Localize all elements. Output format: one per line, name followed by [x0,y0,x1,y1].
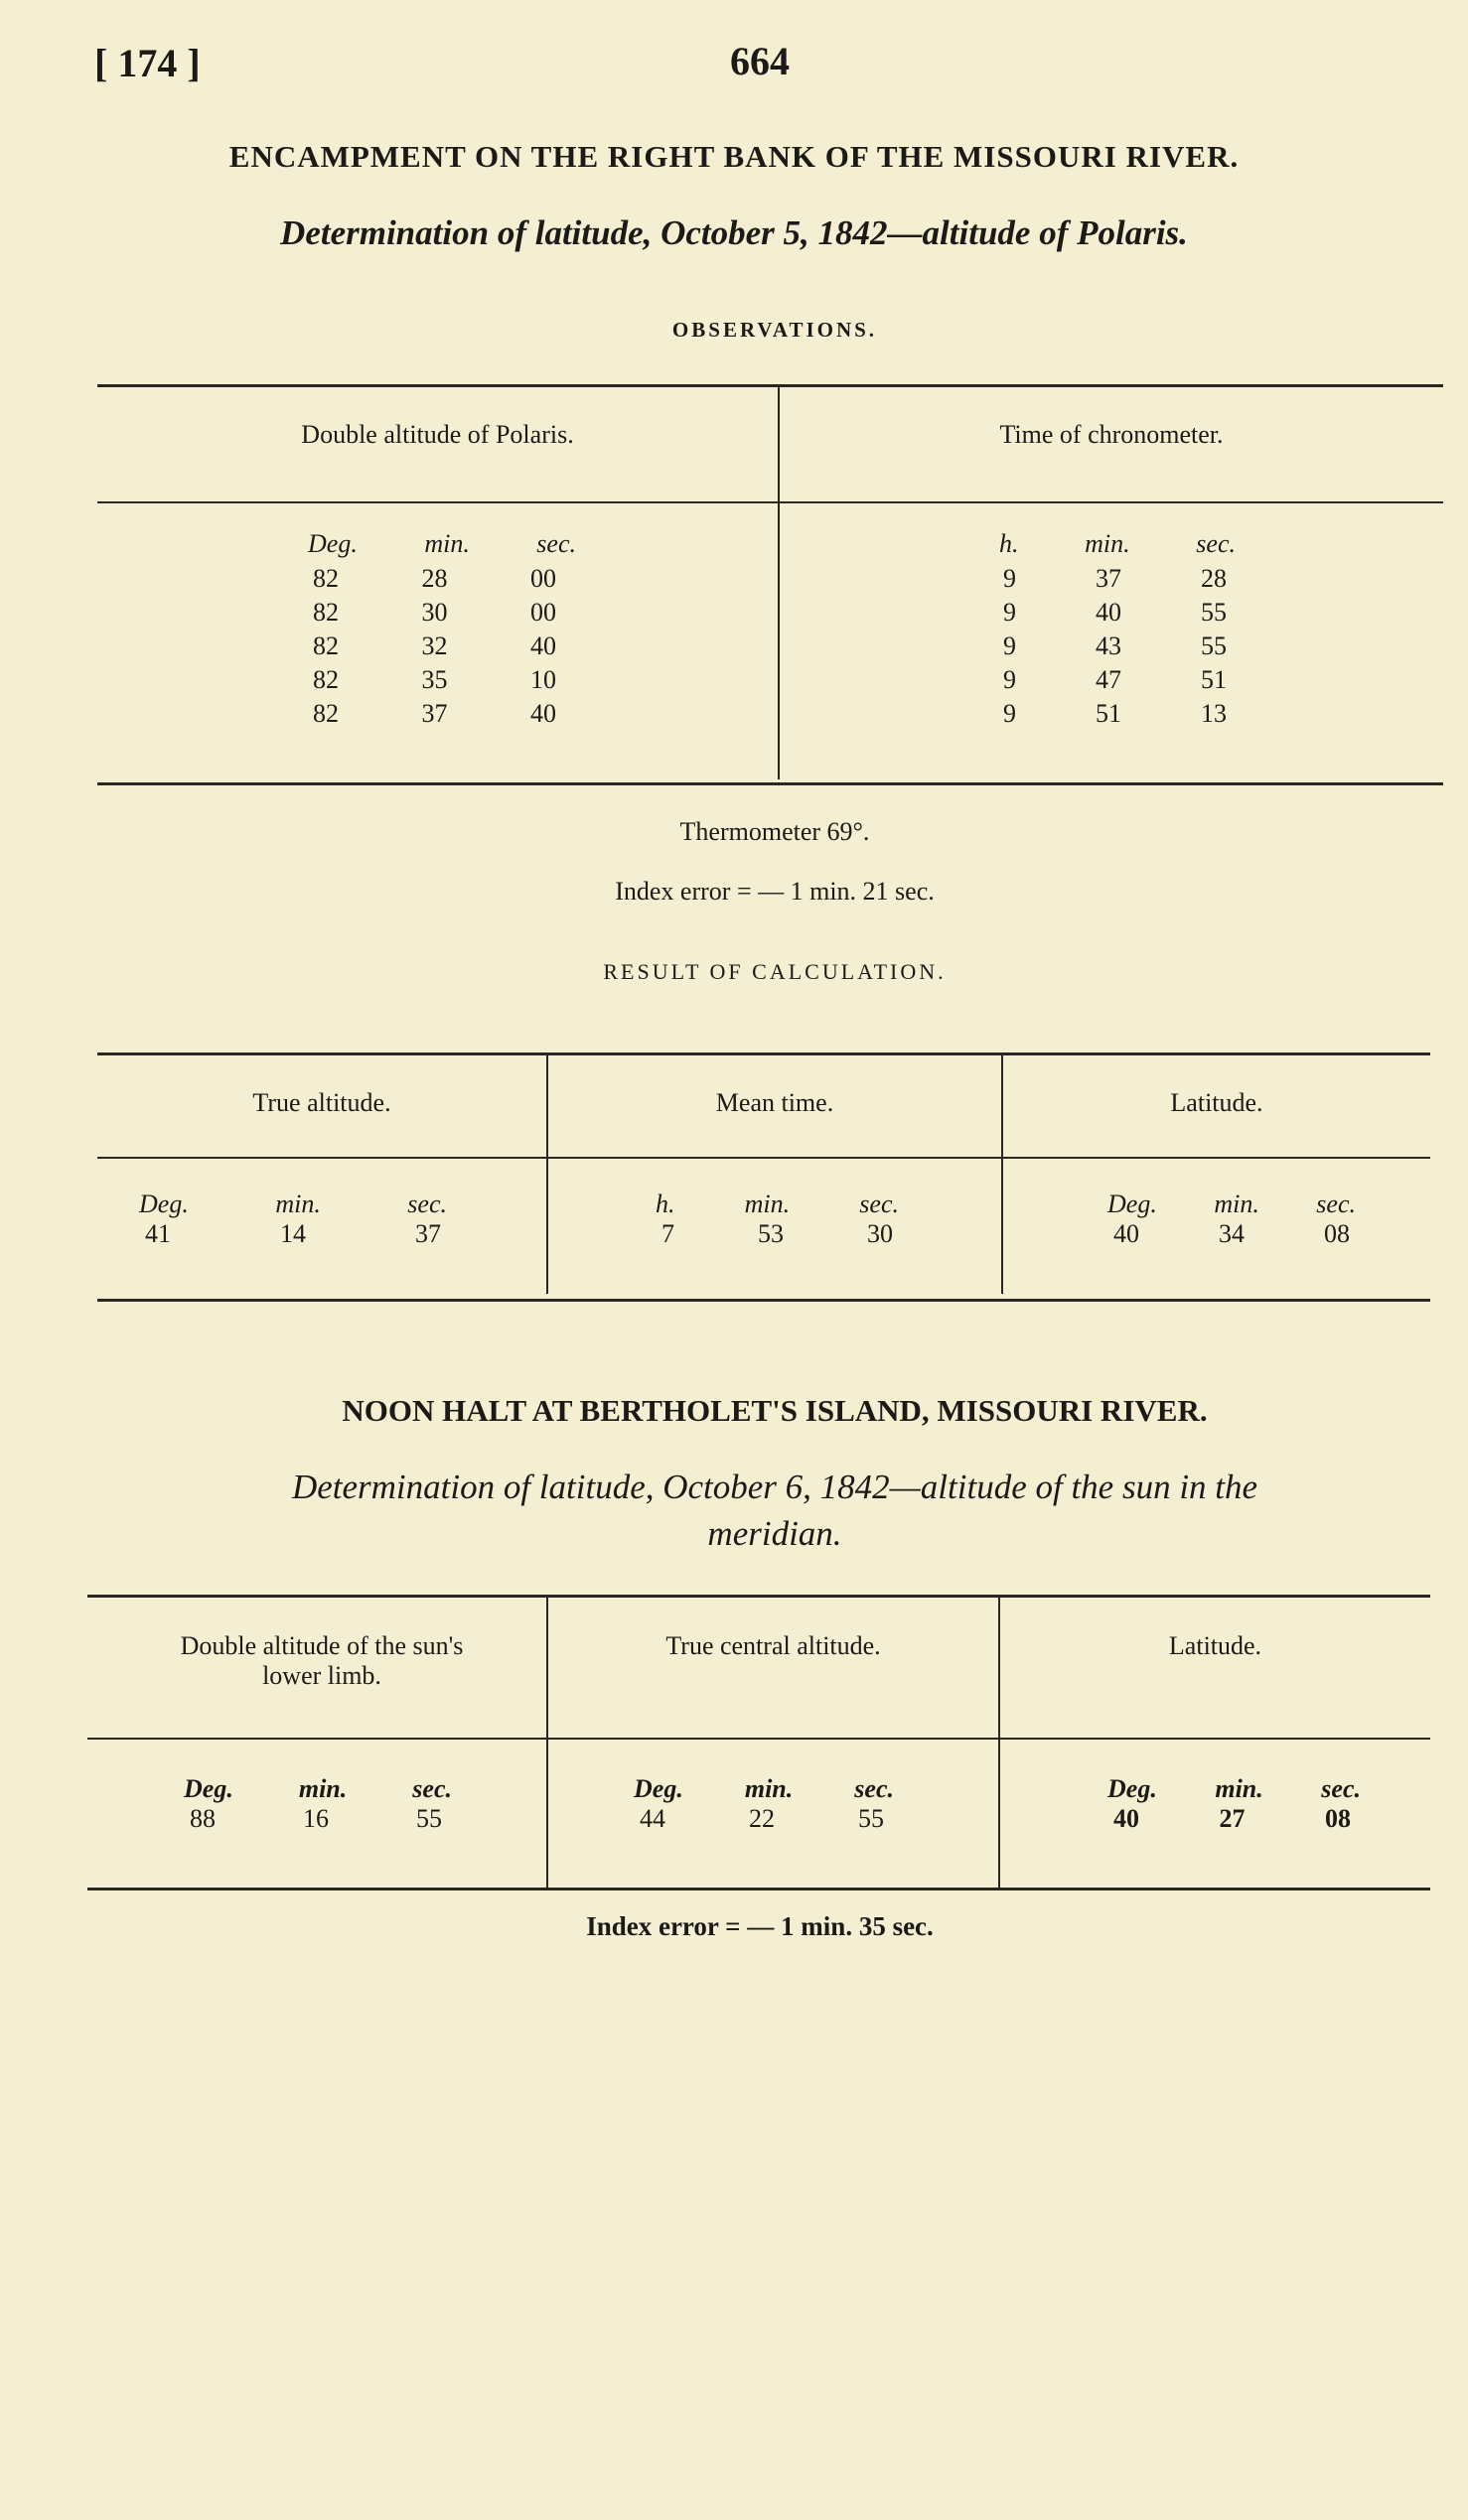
unit-sec: sec. [1316,1190,1356,1218]
value-sec: 08 [1324,1219,1350,1248]
unit-sec: sec. [1196,529,1236,558]
unit-deg: Deg. [139,1190,189,1218]
unit-min: min. [275,1190,321,1218]
value-min: 16 [303,1804,329,1833]
obs-row [313,631,556,665]
obs-col1-units [308,529,576,559]
sun-table-bottom-rule [87,1888,1430,1890]
sun-col3-header: Latitude. [1168,1631,1262,1660]
result-col2-cell [656,1190,899,1249]
value-sec: 55 [1201,631,1227,660]
sun-col1-header-line2: lower limb. [262,1661,381,1690]
sun-table-top-rule [87,1595,1430,1598]
unit-sec: sec. [536,529,576,558]
value-min: 22 [749,1804,775,1833]
value-min: 35 [421,665,448,694]
obs-row [1003,699,1227,733]
unit-h: h. [656,1190,675,1218]
obs-col1-header: Double altitude of Polaris. [301,420,574,449]
result-col2-header: Mean time. [715,1088,834,1117]
obs-row [313,699,556,733]
unit-sec: sec. [854,1774,894,1803]
sun-col1-header [97,1631,546,1691]
sun-col2-values [634,1804,894,1834]
value-sec: 55 [416,1804,442,1833]
value-h: 9 [1003,598,1016,627]
section2-title: NOON HALT AT BERTHOLET'S ISLAND, MISSOURI RIVER. [342,1393,1208,1428]
value-min: 53 [758,1219,784,1248]
obs-col2-values [1003,564,1227,733]
result-col3-cell [1107,1190,1356,1249]
value-sec: 40 [530,631,556,660]
unit-min: min. [424,529,470,558]
unit-sec: sec. [407,1190,447,1218]
value-deg: 44 [640,1804,665,1833]
sun-col1-header-line1: Double altitude of the sun's [180,1631,464,1660]
sun-col3-values [1107,1804,1361,1834]
value-h: 9 [1003,564,1016,593]
value-min: 51 [1096,699,1121,728]
value-sec: 30 [867,1219,893,1248]
value-h: 9 [1003,665,1016,694]
value-deg: 82 [313,631,339,660]
value-sec: 10 [530,665,556,694]
unit-min: min. [298,1774,348,1803]
obs-row [313,598,556,631]
result-col3-header: Latitude. [1170,1088,1263,1117]
unit-min: min. [1214,1190,1259,1218]
value-sec: 55 [858,1804,884,1833]
value-sec: 08 [1325,1804,1351,1833]
result-col3-values [1107,1219,1356,1249]
value-sec: 28 [1201,564,1227,593]
value-deg: 82 [313,665,339,694]
unit-sec: sec. [1321,1774,1361,1803]
obs-col2-block [999,529,1236,559]
obs-table-top-rule [97,384,1443,387]
value-sec: 13 [1201,699,1227,728]
value-deg: 40 [1113,1219,1139,1248]
value-h: 7 [661,1219,674,1248]
sun-table-header-rule [87,1738,1430,1740]
obs-row [1003,598,1227,631]
unit-sec: sec. [412,1774,452,1803]
value-min: 37 [1096,564,1121,593]
value-deg: 82 [313,564,339,593]
sun-col3-cell [1107,1774,1361,1834]
result-col1-units [139,1190,447,1219]
value-min: 34 [1219,1219,1245,1248]
value-min: 30 [421,598,448,627]
thermometer-note: Thermometer 69°. [679,817,870,846]
section1-subtitle: Determination of latitude, October 5, 1842—altitude of Polaris. [280,213,1188,252]
section1-title: ENCAMPMENT ON THE RIGHT BANK OF THE MISSOURI RIVER. [228,139,1240,174]
observations-label: OBSERVATIONS. [671,318,878,342]
obs-col1-values [313,564,556,733]
value-min: 14 [280,1219,306,1248]
value-sec: 40 [530,699,556,728]
result-table-header-rule [97,1157,1430,1159]
value-sec: 37 [415,1219,441,1248]
unit-sec: sec. [859,1190,899,1218]
result-col1-cell [139,1190,447,1249]
obs-col2-header: Time of chronometer. [999,420,1224,449]
value-h: 9 [1003,631,1016,660]
value-sec: 55 [1201,598,1227,627]
sun-col2-header: True central altitude. [665,1631,881,1660]
value-sec: 00 [530,598,556,627]
unit-deg: Deg. [184,1774,233,1803]
result-table-top-rule [97,1052,1430,1055]
page-number: 664 [730,39,790,83]
obs-col2-units [999,529,1236,559]
sun-col1-cell [184,1774,452,1834]
index-error-note-2: Index error = — 1 min. 35 sec. [586,1911,934,1941]
value-deg: 82 [313,598,339,627]
obs-row [313,665,556,699]
unit-deg: Deg. [1107,1190,1157,1218]
result-table-bottom-rule [97,1299,1430,1302]
unit-min: min. [744,1774,794,1803]
result-label: RESULT OF CALCULATION. [603,959,947,984]
obs-table-bottom-rule [97,782,1443,785]
unit-min: min. [1215,1774,1263,1803]
unit-h: h. [999,529,1019,558]
unit-deg: Deg. [1107,1774,1157,1803]
obs-row [1003,631,1227,665]
sun-col2-units [634,1774,894,1804]
obs-row [313,564,556,598]
index-error-note-1: Index error = — 1 min. 21 sec. [615,877,935,906]
value-deg: 88 [190,1804,216,1833]
result-col1-header: True altitude. [252,1088,391,1117]
result-col1-values [139,1219,447,1249]
obs-row [1003,665,1227,699]
value-sec: 51 [1201,665,1227,694]
result-col2-values [656,1219,899,1249]
obs-table-header-rule [97,501,1443,503]
section2-subtitle-line2: meridian. [707,1514,842,1553]
value-min: 47 [1096,665,1121,694]
value-min: 32 [421,631,448,660]
sun-col1-units [184,1774,452,1804]
value-deg: 41 [145,1219,171,1248]
value-h: 9 [1003,699,1016,728]
sun-col2-cell [634,1774,894,1834]
value-min: 27 [1219,1804,1246,1833]
value-min: 40 [1096,598,1121,627]
unit-min: min. [744,1190,791,1218]
obs-col1-block [308,529,576,559]
value-deg: 82 [313,699,339,728]
value-min: 37 [421,699,448,728]
value-deg: 40 [1113,1804,1139,1833]
obs-row [1003,564,1227,598]
value-min: 28 [421,564,448,593]
bracket-page-number: [ 174 ] [94,41,201,85]
unit-deg: Deg. [634,1774,683,1803]
unit-min: min. [1085,529,1130,558]
value-sec: 00 [530,564,556,593]
section2-subtitle-line1: Determination of latitude, October 6, 1842—altitude of the sun in the [291,1468,1258,1506]
sun-col3-units [1107,1774,1361,1804]
result-col2-units [656,1190,899,1219]
result-col3-units [1107,1190,1356,1219]
value-min: 43 [1096,631,1121,660]
unit-deg: Deg. [308,529,358,558]
sun-col1-values [184,1804,452,1834]
